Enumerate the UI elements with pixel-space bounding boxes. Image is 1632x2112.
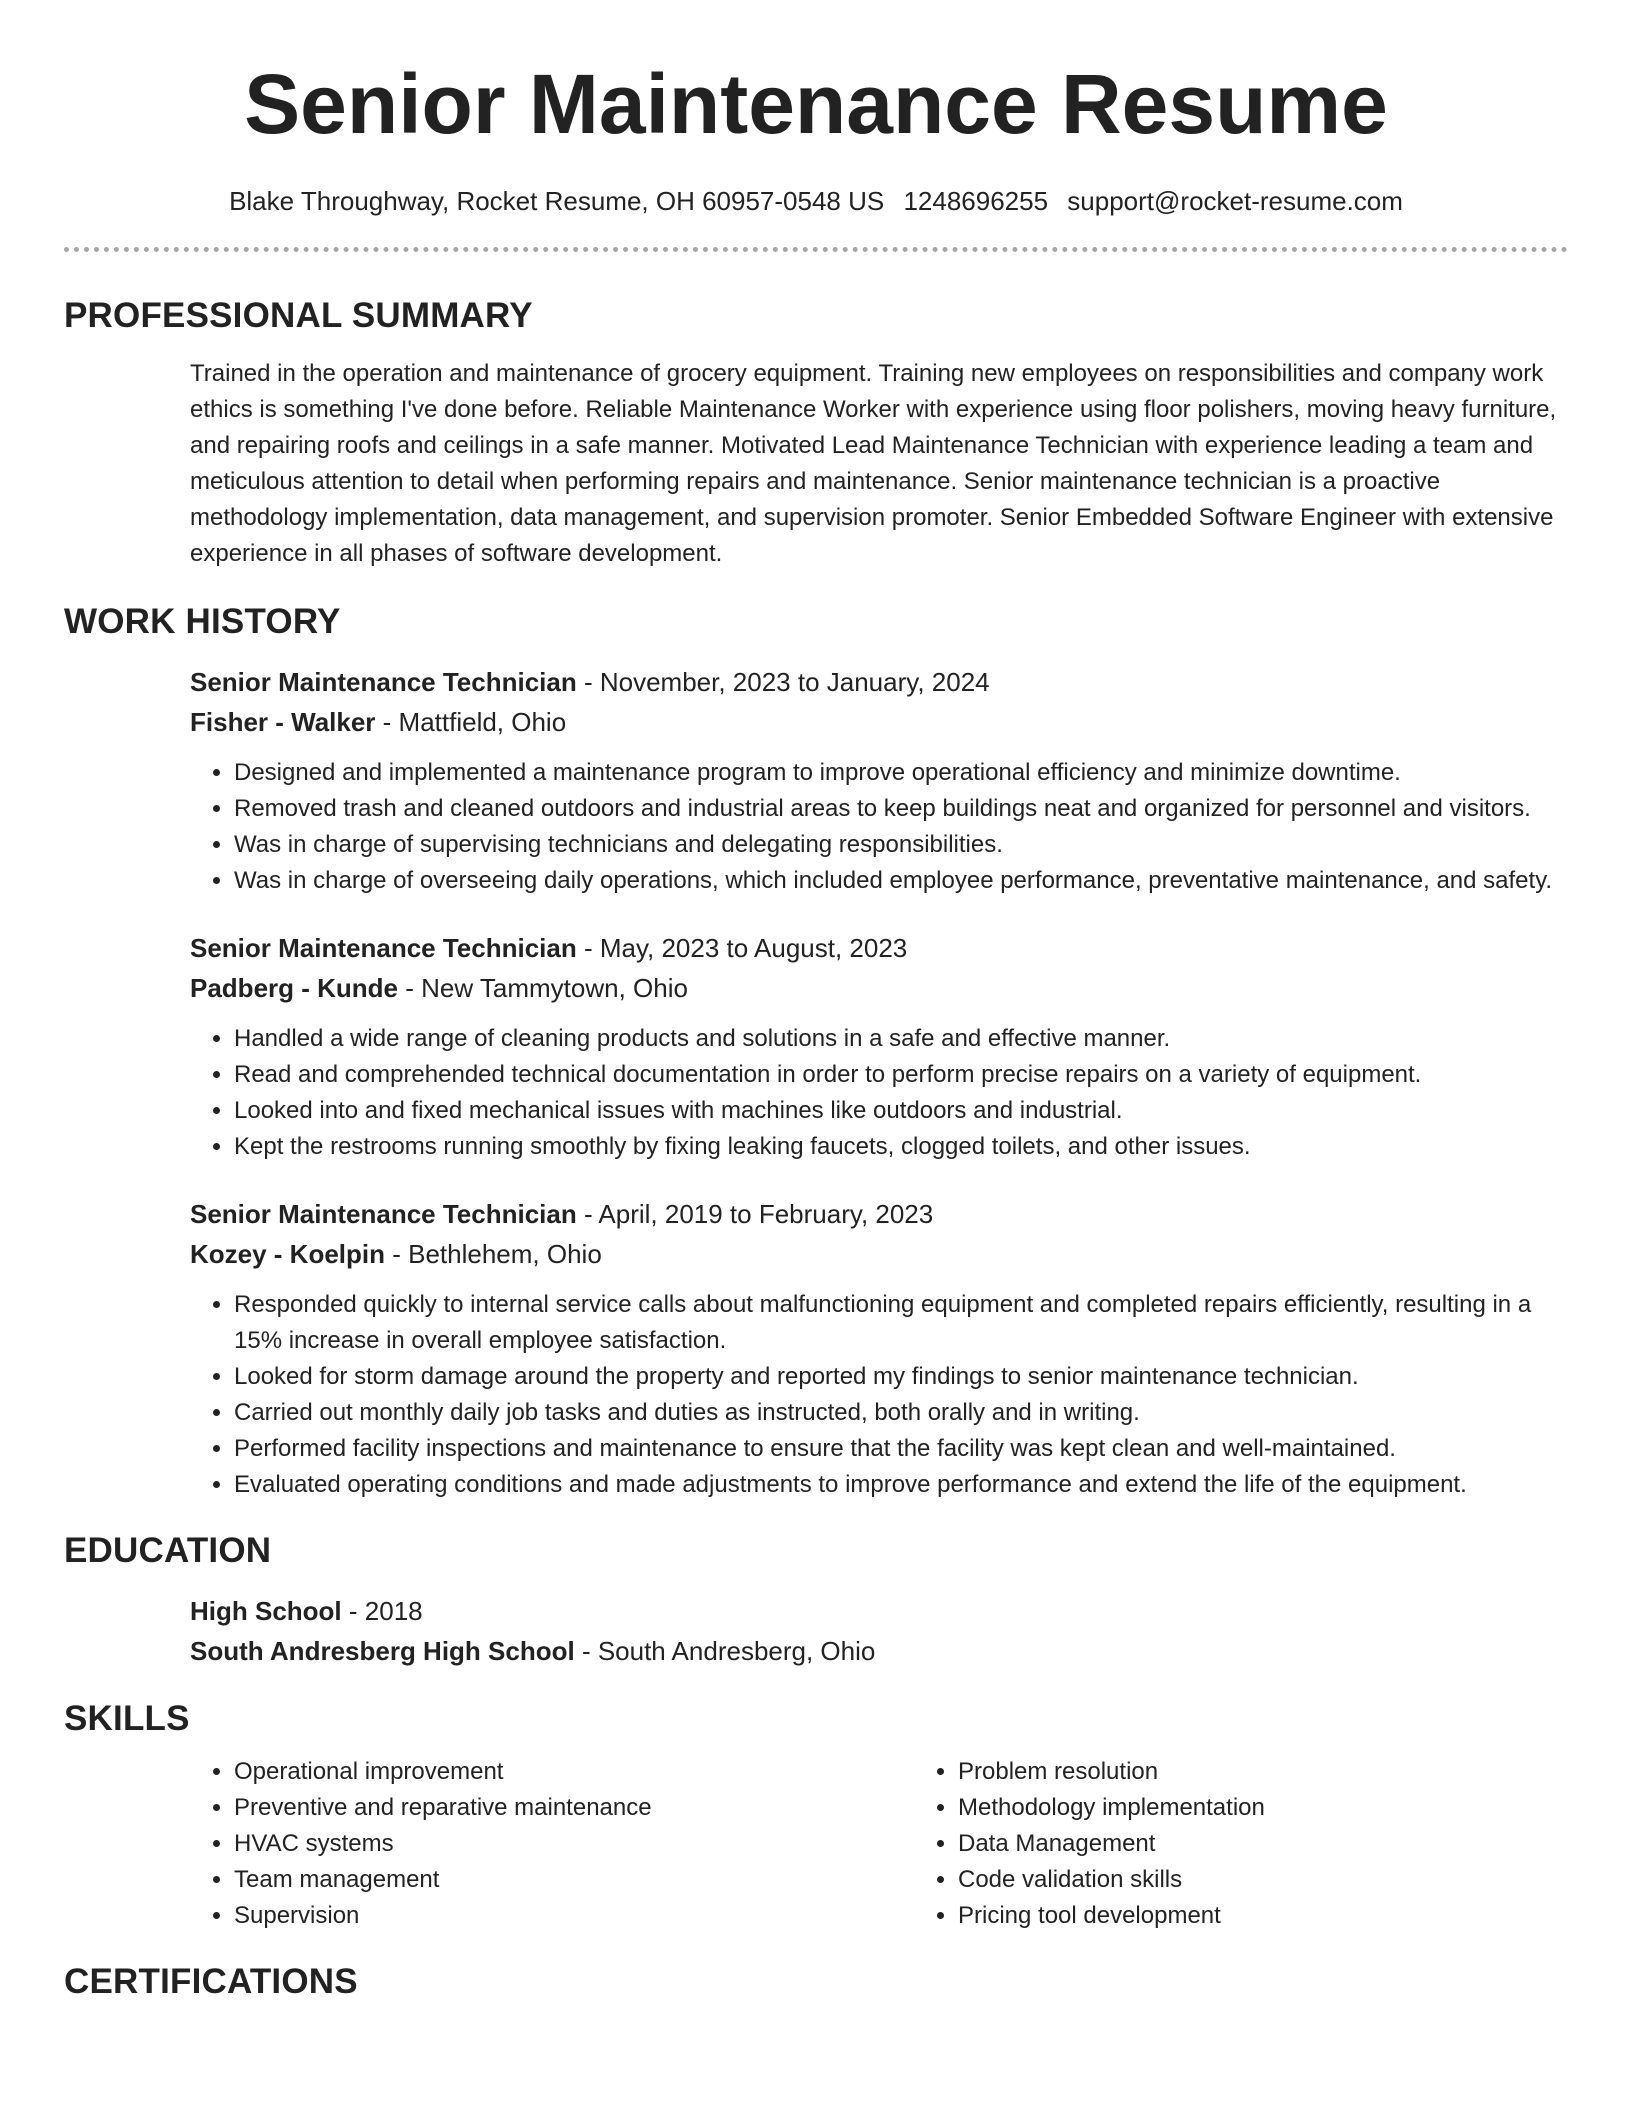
- list-item: • Responded quickly to internal service calls about malfunctioning equipment and completed repairs efficiently, resulting in a 15% increase in overall employee satisfaction.: [234, 1287, 1575, 1359]
- job-dates: - November, 2023 to January, 2024: [576, 667, 990, 697]
- summary-section: [190, 356, 1575, 572]
- list-item: • Methodology implementation: [958, 1790, 1632, 1826]
- contact-address: Blake Throughway, Rocket Resume, OH 60957-0548 US: [229, 186, 885, 216]
- list-item: • Was in charge of overseeing daily operations, which included employee performance, preventative maintenance, and safety.: [234, 863, 1575, 899]
- certifications-heading: CERTIFICATIONS: [64, 1962, 358, 2001]
- summary-heading: PROFESSIONAL SUMMARY: [64, 296, 533, 335]
- list-item: • Team management: [234, 1862, 914, 1898]
- list-item: • Read and comprehended technical documentation in order to perform precise repairs on a variety of equipment.: [234, 1057, 1575, 1093]
- header-divider: [64, 247, 1568, 252]
- job-title-line: [190, 1194, 1575, 1234]
- resume-title: Senior Maintenance Resume: [244, 57, 1388, 151]
- work-history-heading: WORK HISTORY: [64, 602, 341, 641]
- job-location: - Mattfield, Ohio: [375, 707, 567, 737]
- job-entry: [190, 1194, 1575, 1503]
- list-item: • Evaluated operating conditions and made adjustments to improve performance and extend the life of the equipment.: [234, 1467, 1575, 1503]
- list-item: • Designed and implemented a maintenance program to improve operational efficiency and minimize downtime.: [234, 755, 1575, 791]
- education-location: - South Andresberg, Ohio: [574, 1636, 876, 1666]
- skills-column-right: [914, 1754, 1632, 1934]
- list-item: • Code validation skills: [958, 1862, 1632, 1898]
- contact-email: support@rocket-resume.com: [1067, 186, 1403, 216]
- job-duties: [190, 755, 1575, 899]
- job-dates: - May, 2023 to August, 2023: [576, 933, 908, 963]
- list-item: • Pricing tool development: [958, 1898, 1632, 1934]
- skills-list: [190, 1754, 1575, 1934]
- job-entry: [190, 928, 1575, 1165]
- job-company: Fisher - Walker: [190, 707, 376, 737]
- education-school-line: [190, 1631, 1575, 1671]
- contact-phone: 1248696255: [903, 186, 1049, 216]
- education-degree-line: [190, 1591, 1575, 1631]
- resume-page: [64, 0, 1568, 2004]
- job-company-line: [190, 1234, 1575, 1274]
- education-school: South Andresberg High School: [190, 1636, 575, 1666]
- list-item: • Kept the restrooms running smoothly by fixing leaking faucets, clogged toilets, and other issues.: [234, 1129, 1575, 1165]
- skills-column-left: [190, 1754, 914, 1934]
- job-dates: - April, 2019 to February, 2023: [576, 1199, 934, 1229]
- list-item: • Preventive and reparative maintenance: [234, 1790, 914, 1826]
- job-company: Kozey - Koelpin: [190, 1239, 386, 1269]
- job-location: - New Tammytown, Ohio: [398, 973, 688, 1003]
- job-company: Padberg - Kunde: [190, 973, 399, 1003]
- skills-heading: SKILLS: [64, 1699, 190, 1738]
- job-title: Senior Maintenance Technician: [190, 933, 577, 963]
- list-item: • Was in charge of supervising technicians and delegating responsibilities.: [234, 827, 1575, 863]
- list-item: • Looked into and fixed mechanical issues with machines like outdoors and industrial.: [234, 1093, 1575, 1129]
- list-item: • Looked for storm damage around the property and reported my findings to senior maintenance technician.: [234, 1359, 1575, 1395]
- list-item: • Performed facility inspections and maintenance to ensure that the facility was kept clean and well-maintained.: [234, 1431, 1575, 1467]
- job-title-line: [190, 928, 1575, 968]
- job-title-line: [190, 662, 1575, 702]
- list-item: • Problem resolution: [958, 1754, 1632, 1790]
- contact-line: [64, 181, 1568, 221]
- education-degree: High School: [190, 1596, 342, 1626]
- list-item: • HVAC systems: [234, 1826, 914, 1862]
- education-heading: EDUCATION: [64, 1531, 272, 1570]
- job-title: Senior Maintenance Technician: [190, 1199, 577, 1229]
- education-year: - 2018: [341, 1596, 423, 1626]
- job-company-line: [190, 968, 1575, 1008]
- list-item: • Removed trash and cleaned outdoors and industrial areas to keep buildings neat and organized for personnel and visitors.: [234, 791, 1575, 827]
- job-company-line: [190, 702, 1575, 742]
- job-location: - Bethlehem, Ohio: [385, 1239, 602, 1269]
- job-title: Senior Maintenance Technician: [190, 667, 577, 697]
- summary-text: Trained in the operation and maintenance of grocery equipment. Training new employees on responsibilities and company work ethics is something I've done before. Reliable Maintenance Worker with experience using floor polishers, moving heavy furniture, and repairing roofs and ceilings in a safe manner. Motivated Lead Maintenance Technician with experience leading a team and meticulous attention to detail when performing repairs and maintenance. Senior maintenance technician is a proactive methodology implementation, data management, and supervision promoter. Senior Embedded Software Engineer with extensive experience in all phases of software development.: [190, 360, 1557, 567]
- list-item: • Supervision: [234, 1898, 914, 1934]
- list-item: • Operational improvement: [234, 1754, 914, 1790]
- list-item: • Handled a wide range of cleaning products and solutions in a safe and effective manner.: [234, 1021, 1575, 1057]
- list-item: • Data Management: [958, 1826, 1632, 1862]
- job-duties: [190, 1287, 1575, 1503]
- job-entry: [190, 662, 1575, 899]
- list-item: • Carried out monthly daily job tasks and duties as instructed, both orally and in writing.: [234, 1395, 1575, 1431]
- job-duties: [190, 1021, 1575, 1165]
- education-entry: [190, 1591, 1575, 1671]
